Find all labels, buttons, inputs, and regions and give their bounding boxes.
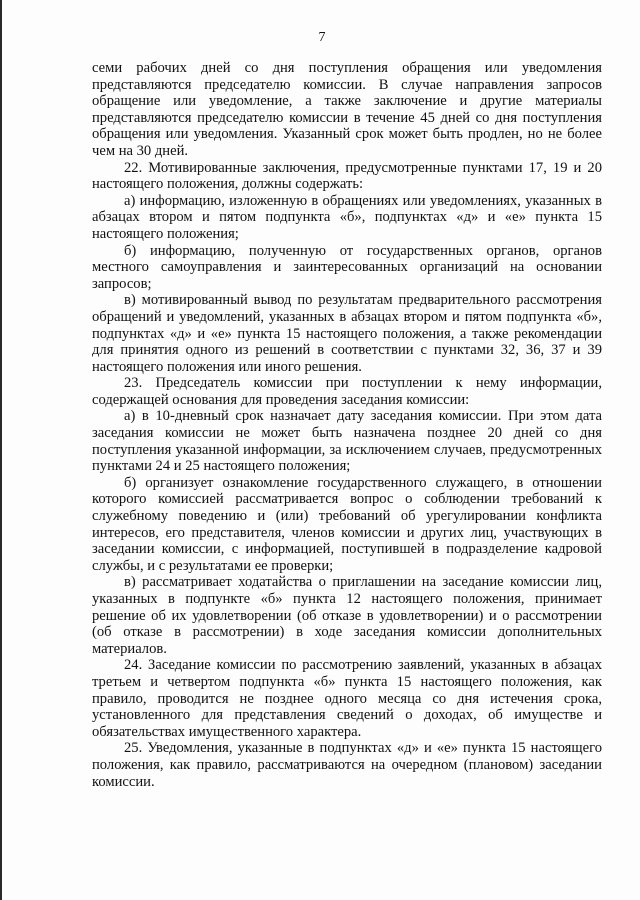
paragraph-item-23: 23. Председатель комиссии при поступлении к нему информации, содержащей основания для проведения заседания комиссии: <box>92 375 602 408</box>
paragraph-item-22b: б) информацию, полученную от государственных органов, органов местного самоуправления и заинтересованных организаций на основании запросов; <box>92 242 602 292</box>
paragraph-item-23a: а) в 10-дневный срок назначает дату заседания комиссии. При этом дата заседания комиссии не может быть назначена позднее 20 дней со дня поступления указанной информации, за исключением случаев, предусмотренных пунктами 24 и 25 настоящего положения; <box>92 408 602 475</box>
page-number: 7 <box>318 30 326 45</box>
paragraph-continuation: семи рабочих дней со дня поступления обращения или уведомления представляются председателю комиссии. В случае направления запросов обращение или уведомление, а также заключение и другие материалы представляются председателю комиссии в течение 45 дней со дня поступления обращения или уведомления. Указанный срок может быть продлен, но не более чем на 30 дней. <box>92 60 602 159</box>
paragraph-item-25: 25. Уведомления, указанные в подпунктах «д» и «е» пункта 15 настоящего положения, как правило, рассматриваются на очередном (плановом) заседании комиссии. <box>92 740 602 790</box>
paragraph-item-23v: в) рассматривает ходатайства о приглашении на заседание комиссии лиц, указанных в подпункте «б» пункта 12 настоящего положения, принимает решение об их удовлетворении (об отказе в удовлетворении) и о рассмотрении (об отказе в рассмотрении) в ходе заседания комиссии дополнительных материалов. <box>92 574 602 657</box>
paragraph-item-23b: б) организует ознакомление государственного служащего, в отношении которого комиссией рассматривается вопрос о соблюдении требований к служебному поведению и (или) требований об урегулировании конфликта интересов, его представителя, членов комиссии и других лиц, участвующих в заседании комиссии, с информацией, поступившей в подразделение кадровой службы, и с результатами ее проверки; <box>92 474 602 574</box>
document-body <box>92 60 602 790</box>
paragraph-item-22: 22. Мотивированные заключения, предусмотренные пунктами 17, 19 и 20 настоящего положения, должны содержать: <box>92 159 602 193</box>
paragraph-item-22v: в) мотивированный вывод по результатам предварительного рассмотрения обращений и уведомлений, указанных в абзацах втором и пятом подпункта «б», подпунктах «д» и «е» пункта 15 настоящего положения, а также рекомендации для принятия одного из решений в соответствии с пунктами 32, 36, 37 и 39 настоящего положения или иного решения. <box>92 292 602 375</box>
paragraph-item-24: 24. Заседание комиссии по рассмотрению заявлений, указанных в абзацах третьем и четвертом подпункта «б» пункта 15 настоящего положения, как правило, проводится не позднее одного месяца со дня истечения срока, установленного для представления сведений о доходах, об имуществе и обязательствах имущественного характера. <box>92 657 602 740</box>
paragraph-item-22a: а) информацию, изложенную в обращениях или уведомлениях, указанных в абзацах втором и пятом подпункта «б», подпунктах «д» и «е» пункта 15 настоящего положения; <box>92 192 602 242</box>
